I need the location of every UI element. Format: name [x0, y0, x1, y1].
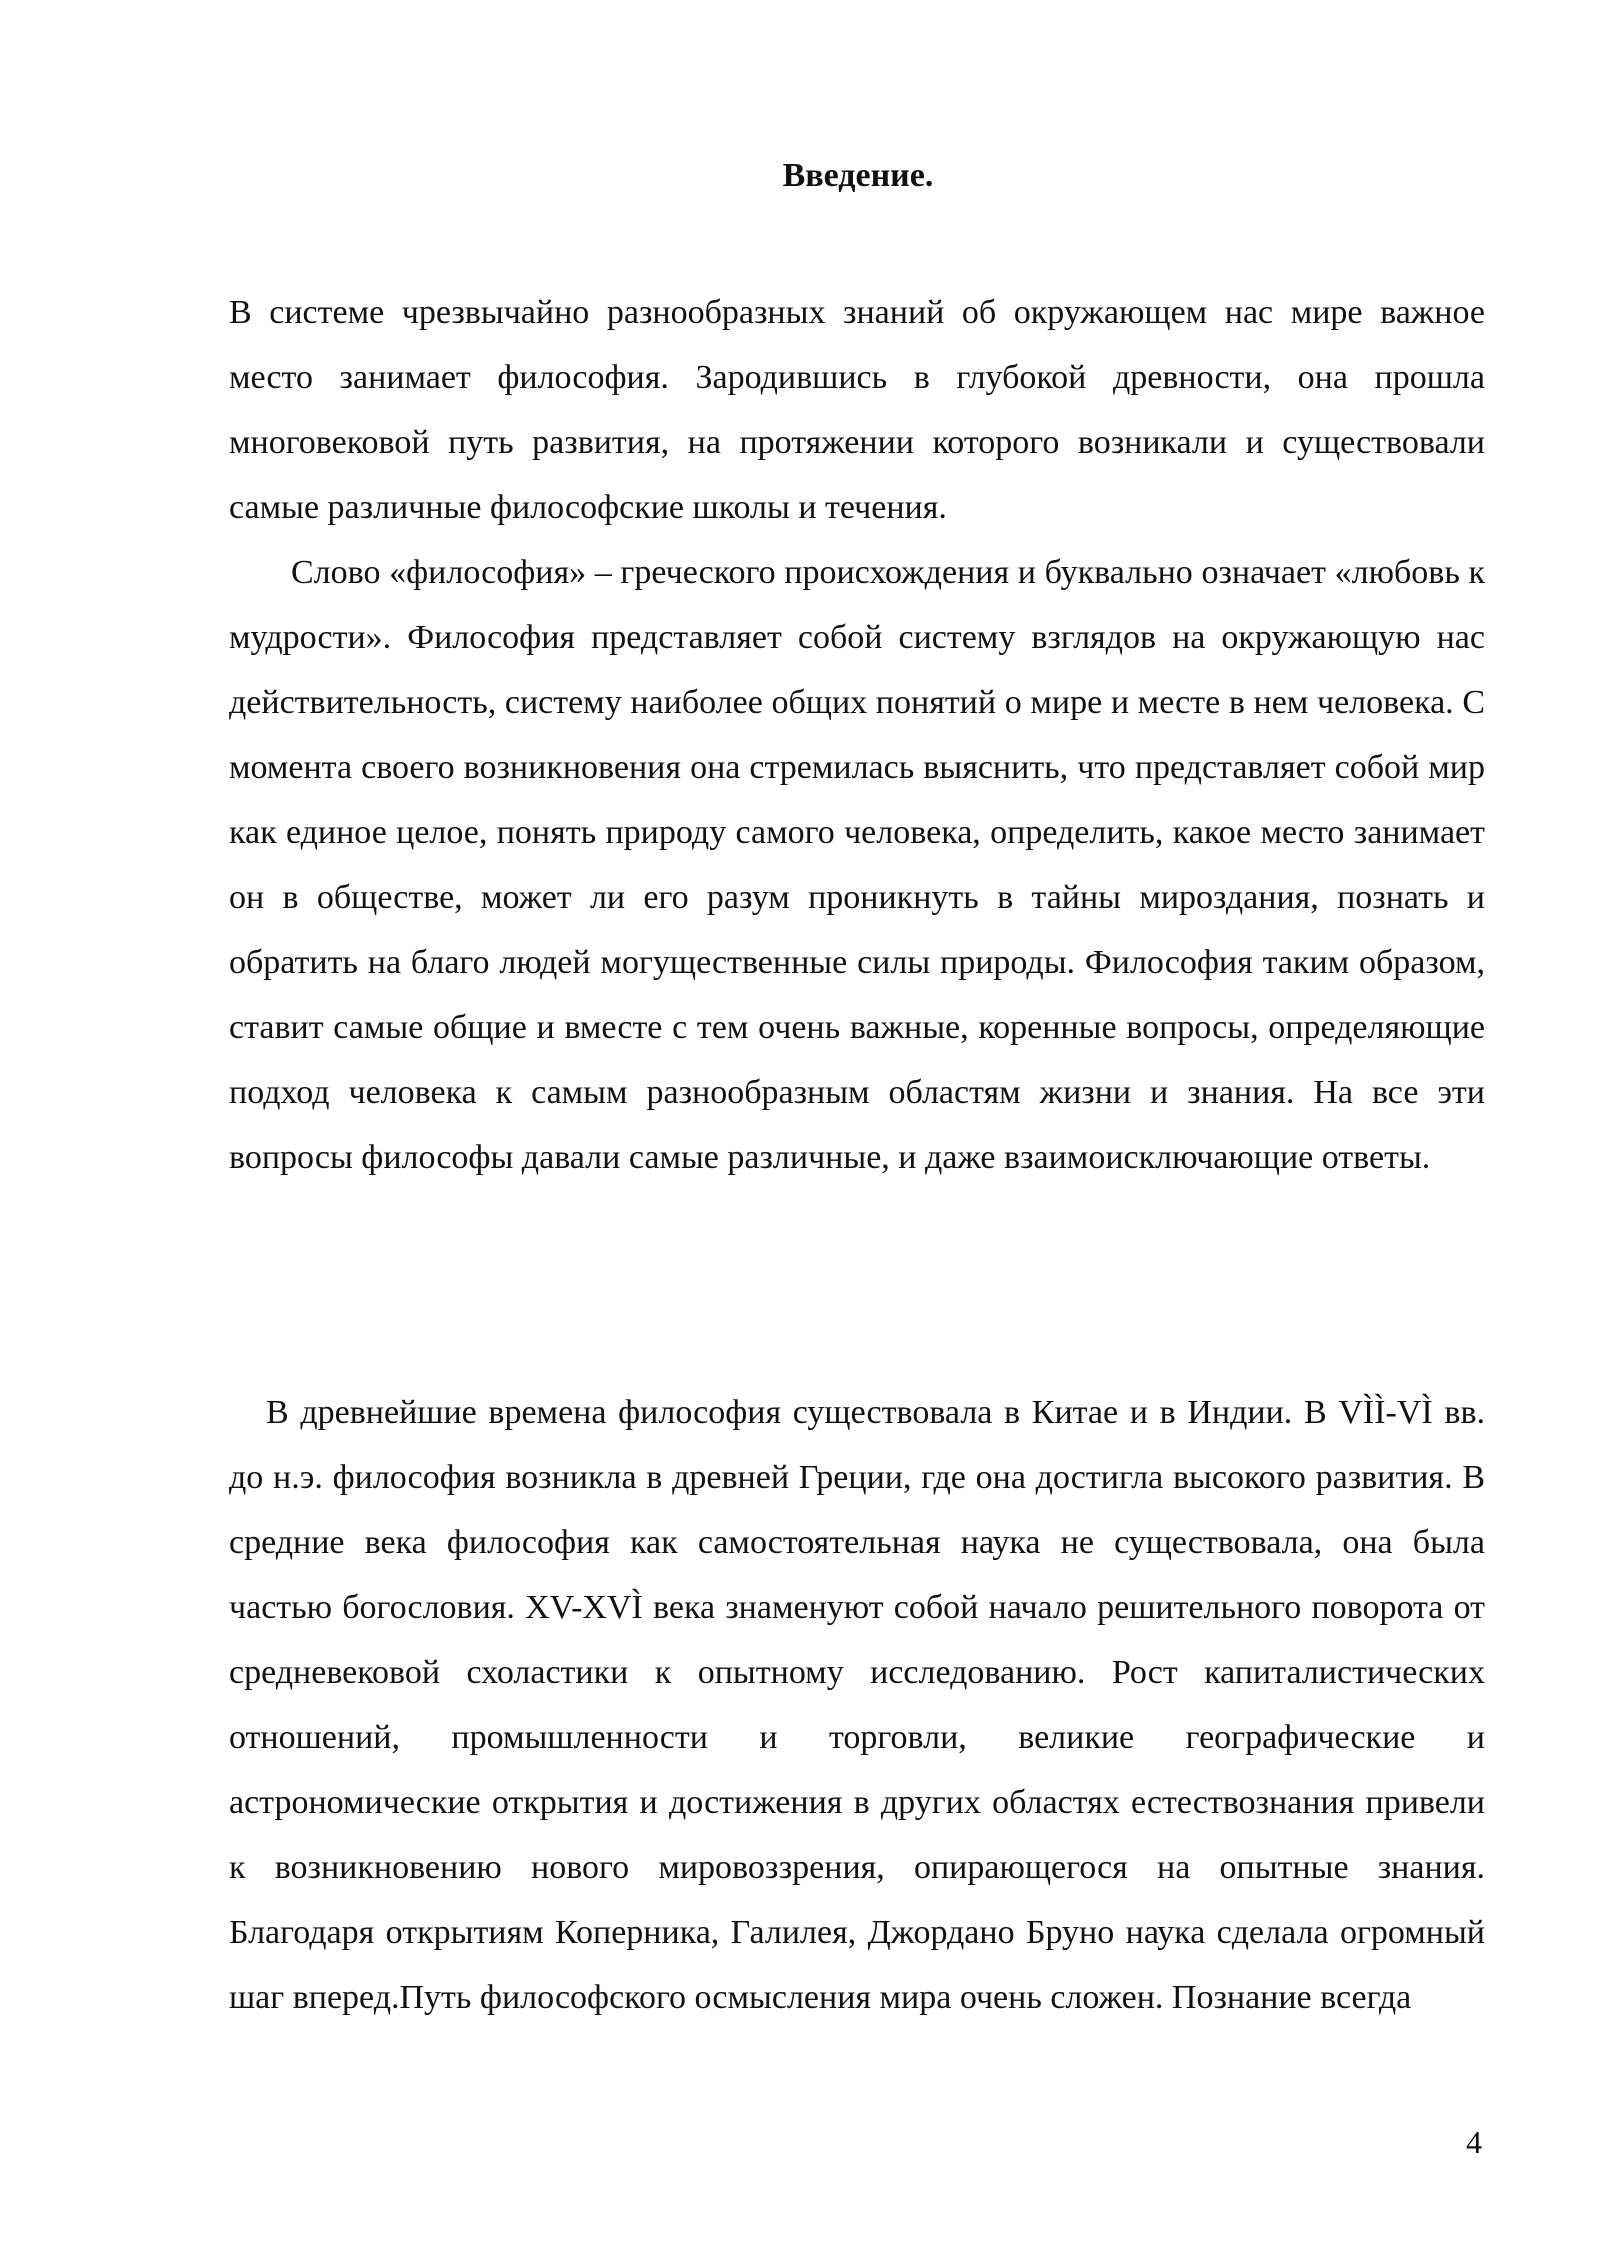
paragraph-2: Слово «философия» – греческого происхождения и буквально означает «любовь к мудрости». Философия представляет собой систему взглядов на окружающую нас действительность, систему наиболее общих понятий о мире и месте в нем человека. С момента своего возникновения она стремилась выяснить, что представляет собой мир как единое целое, понять природу самого человека, определить, какое место занимает он в обществе, может ли его разум проникнуть в тайны мироздания, познать и обратить на благо людей могущественные силы природы. Философия таким образом, ставит самые общие и вместе с тем очень важные, коренные вопросы, определяющие подход человека к самым разнообразным областям жизни и знания. На все эти вопросы философы давали самые различные, и даже взаимоисключающие ответы.	[229, 554, 1485, 1176]
paragraph-1: В системе чрезвычайно разнообразных знаний об окружающем нас мире важное место занимает философия. Зародившись в глубокой древности, она прошла многовековой путь развития, на протяжении которого возникали и существовали самые различные философские школы и течения.	[229, 294, 1485, 526]
paragraph-3: В древнейшие времена философия существовала в Китае и в Индии. В VÌÌ-VÌ вв. до н.э. философия возникла в древней Греции, где она достигла высокого развития. В средние века философия как самостоятельная наука не существовала, она была частью богословия. XV-XVÌ века знаменуют собой начало решительного поворота от средневековой схоластики к опытному исследованию. Рост капиталистических отношений, промышленности и торговли, великие географические и астрономические открытия и достижения в других областях естествознания привели к возникновению нового мировоззрения, опирающегося на опытные знания. Благодаря открытиям Коперника, Галилея, Джордано Бруно наука сделала огромный шаг вперед.Путь философского осмысления мира очень сложен. Познание всегда	[229, 1394, 1485, 2016]
document-title: Введение.	[782, 157, 934, 194]
page-number: 4	[1466, 2124, 1482, 2160]
